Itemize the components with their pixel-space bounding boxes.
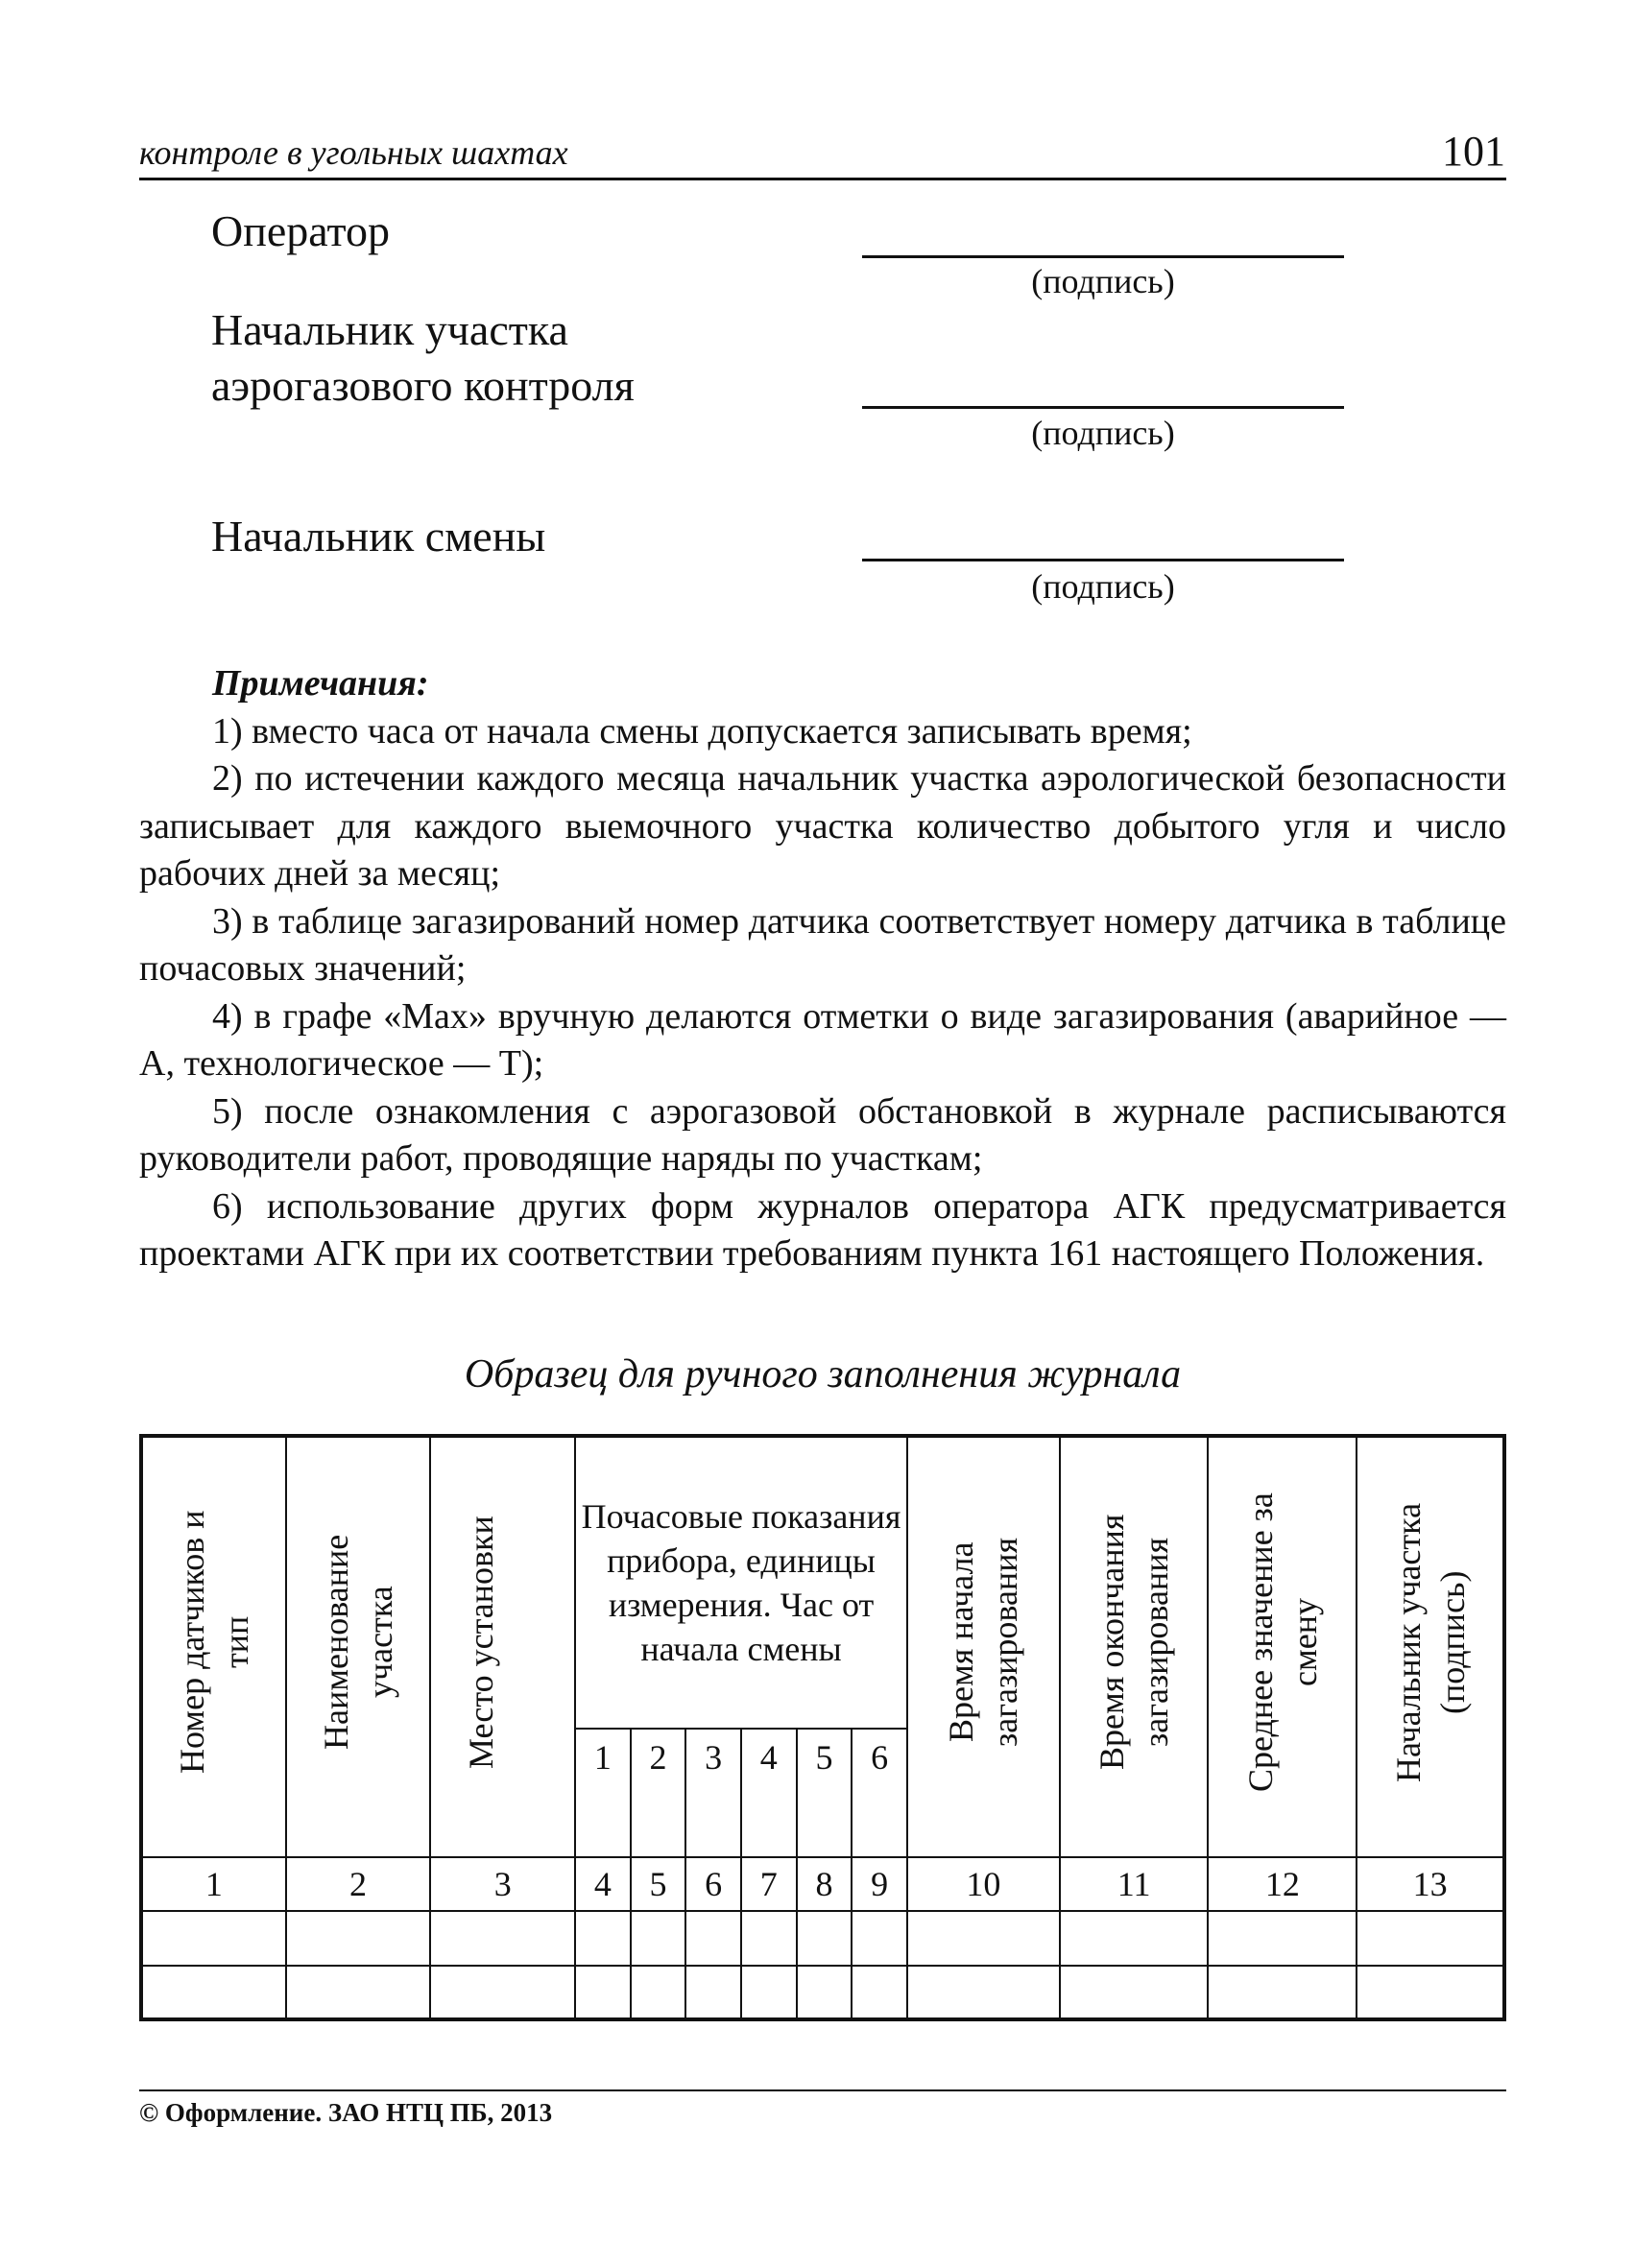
header-text: Среднее значение за смену xyxy=(1240,1492,1324,1793)
table-cell[interactable] xyxy=(286,1911,431,1965)
hour-cell: 4 xyxy=(741,1729,797,1857)
column-number: 6 xyxy=(685,1857,741,1911)
table-cell[interactable] xyxy=(1060,1966,1209,2019)
header-start-time xyxy=(907,1436,1060,1857)
header-section-name xyxy=(286,1436,431,1857)
table-cell[interactable] xyxy=(797,1911,853,1965)
column-number: 10 xyxy=(907,1857,1060,1911)
header-text: Номер датчиков и тип xyxy=(172,1511,255,1775)
header-text: Время начала загазирования xyxy=(942,1538,1025,1748)
table-cell[interactable] xyxy=(1060,1911,1209,1965)
header-rule xyxy=(139,178,1506,180)
column-number: 8 xyxy=(797,1857,853,1911)
hour-cell: 6 xyxy=(852,1729,907,1857)
signature-label-line: Начальник участка xyxy=(211,305,568,354)
header-text: Время окончания загазирования xyxy=(1093,1515,1176,1771)
column-number: 13 xyxy=(1357,1857,1504,1911)
table-cell[interactable] xyxy=(141,1911,286,1965)
table-cell[interactable] xyxy=(575,1966,631,2019)
header-text: Место установки xyxy=(461,1516,500,1770)
journal-sample-table xyxy=(139,1434,1506,2021)
table-cell[interactable] xyxy=(141,1966,286,2019)
table-cell[interactable] xyxy=(631,1911,686,1965)
note-item: 6) использование других форм журналов оператора АГК предусматривается проектами АГК при их соответствии требованиям пункта 161 настоящего Положения. xyxy=(139,1185,1506,1274)
table-cell[interactable] xyxy=(1208,1966,1357,2019)
hour-cell: 5 xyxy=(797,1729,853,1857)
note-item: 2) по истечении каждого месяца начальник участка аэрологической безопасности записывает для каждого выемочного участка количество добытого угля и число рабочих дней за месяц; xyxy=(139,758,1506,894)
table-cell[interactable] xyxy=(685,1911,741,1965)
hour-cell: 1 xyxy=(575,1729,631,1857)
signature-label-chief-gas-control xyxy=(211,302,635,414)
table-cell[interactable] xyxy=(797,1966,853,2019)
table-cell[interactable] xyxy=(286,1966,431,2019)
header-sensor xyxy=(141,1436,286,1857)
note-item: 3) в таблице загазирований номер датчика соответствует номеру датчика в таблице почасовых значений; xyxy=(139,900,1506,989)
column-number: 7 xyxy=(741,1857,797,1911)
table-row xyxy=(141,1911,1504,1965)
header-chief-signature xyxy=(1357,1436,1504,1857)
table-cell[interactable] xyxy=(907,1966,1060,2019)
signature-label-operator: Оператор xyxy=(211,206,390,255)
header-location xyxy=(430,1436,575,1857)
table-cell[interactable] xyxy=(1208,1911,1357,1965)
column-number: 4 xyxy=(575,1857,631,1911)
table-cell[interactable] xyxy=(430,1966,575,2019)
hour-cell: 3 xyxy=(685,1729,741,1857)
table-cell[interactable] xyxy=(575,1911,631,1965)
header-text: Наименование участка xyxy=(317,1535,400,1751)
table-cell[interactable] xyxy=(430,1911,575,1965)
running-title: контроле в угольных шахтах xyxy=(139,133,568,172)
table-cell[interactable] xyxy=(1357,1966,1504,2019)
table-row xyxy=(141,1966,1504,2019)
signature-line-operator[interactable] xyxy=(862,255,1344,258)
header-end-time xyxy=(1060,1436,1209,1857)
column-number: 5 xyxy=(631,1857,686,1911)
table-cell[interactable] xyxy=(852,1966,907,2019)
table-cell[interactable] xyxy=(685,1966,741,2019)
hour-cell: 2 xyxy=(631,1729,686,1857)
table-cell[interactable] xyxy=(741,1966,797,2019)
column-number: 2 xyxy=(286,1857,431,1911)
column-number: 11 xyxy=(1060,1857,1209,1911)
signature-label-shift-chief: Начальник смены xyxy=(211,512,546,561)
table-cell[interactable] xyxy=(631,1966,686,2019)
table-cell[interactable] xyxy=(907,1911,1060,1965)
header-hourly: Почасовые показания прибора, единицы измерения. Час от начала смены xyxy=(575,1436,907,1729)
signature-line-chief-gas-control[interactable] xyxy=(862,406,1344,409)
header-average xyxy=(1208,1436,1357,1857)
signature-caption-shift-chief: (подпись) xyxy=(1031,567,1175,606)
column-number: 1 xyxy=(141,1857,286,1911)
page-number: 101 xyxy=(1442,128,1505,175)
table-cell[interactable] xyxy=(741,1911,797,1965)
header-text: Начальник участка (подпись) xyxy=(1388,1502,1472,1782)
sample-table-title: Образец для ручного заполнения журнала xyxy=(464,1352,1182,1397)
footer-rule xyxy=(139,2089,1506,2091)
note-item: 4) в графе «Мах» вручную делаются отметки о виде загазирования (аварийное — А, технологическое — Т); xyxy=(139,995,1506,1084)
note-item: 5) после ознакомления с аэрогазовой обстановкой в журнале расписываются руководители работ, проводящие наряды по участкам; xyxy=(139,1090,1506,1179)
column-number: 12 xyxy=(1208,1857,1357,1911)
signature-line-shift-chief[interactable] xyxy=(862,559,1344,561)
notes-section xyxy=(139,660,1506,1278)
signature-caption-chief-gas-control: (подпись) xyxy=(1031,414,1175,452)
table-cell[interactable] xyxy=(852,1911,907,1965)
signature-caption-operator: (подпись) xyxy=(1031,262,1175,300)
note-item: 1) вместо часа от начала смены допускается записывать время; xyxy=(212,710,1192,752)
signature-label-line: аэрогазового контроля xyxy=(211,361,635,410)
column-number: 9 xyxy=(852,1857,907,1911)
table-cell[interactable] xyxy=(1357,1911,1504,1965)
notes-title: Примечания: xyxy=(212,663,429,704)
footer-copyright: © Оформление. ЗАО НТЦ ПБ, 2013 xyxy=(139,2098,553,2127)
column-number: 3 xyxy=(430,1857,575,1911)
